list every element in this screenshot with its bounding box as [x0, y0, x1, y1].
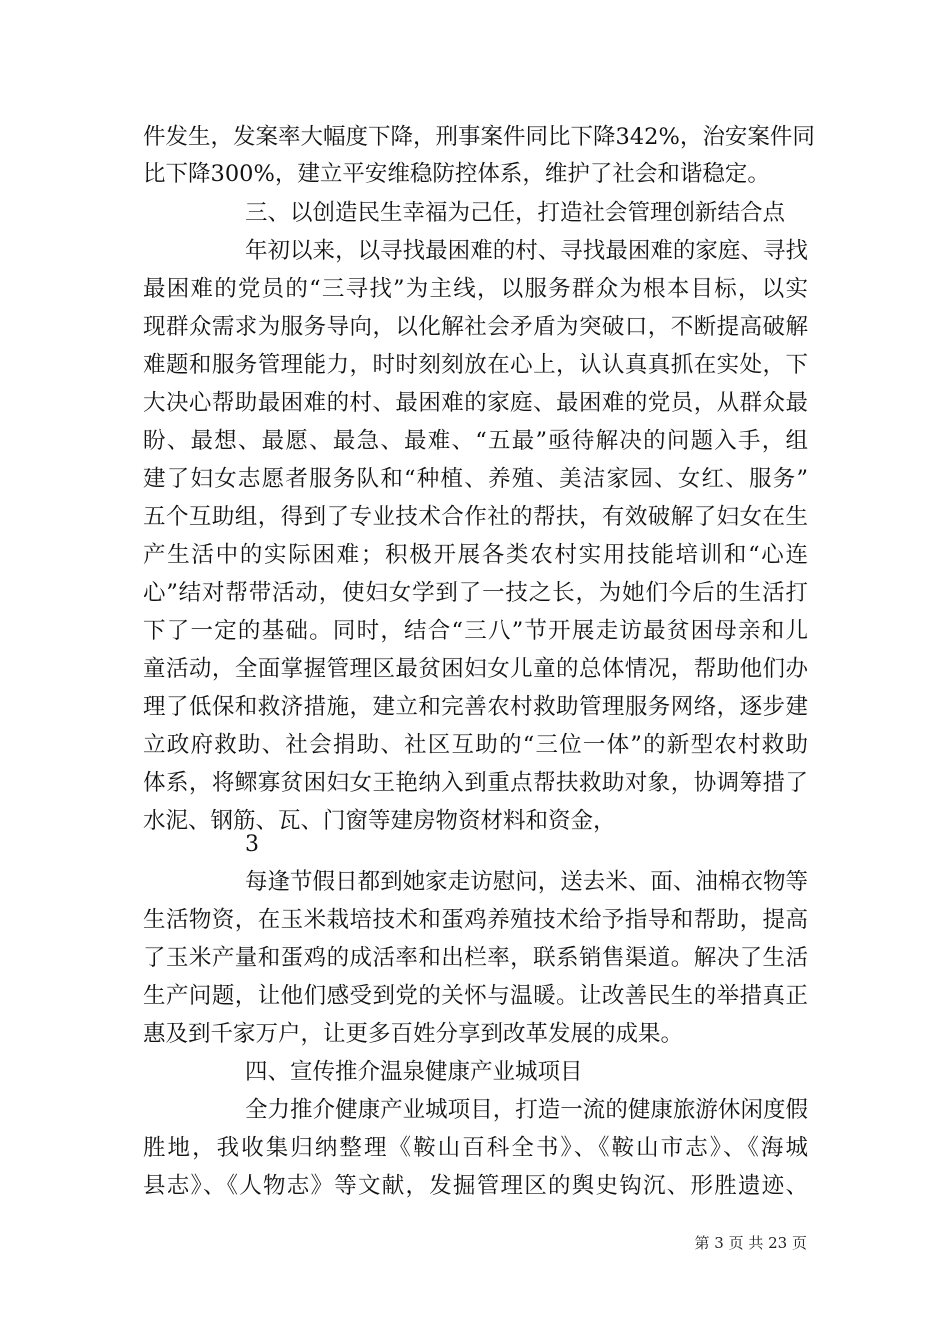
body-line: 惠及到千家万户，让更多百姓分享到改革发展的成果。 — [143, 1021, 684, 1047]
body-line: 现群众需求为服务导向，以化解社会矛盾为突破口，不断提高破解 — [143, 314, 808, 340]
page-footer: 第 3 页 共 23 页 — [694, 1234, 807, 1252]
body-line: 童活动，全面掌握管理区最贫困妇女儿童的总体情况，帮助他们办 — [143, 656, 808, 682]
body-line: 年初以来，以寻找最困难的村、寻找最困难的家庭、寻找 — [245, 238, 808, 264]
body-line: 件发生，发案率大幅度下降，刑事案件同比下降342%，治安案件同 — [143, 124, 815, 150]
body-line: 五个互助组，得到了专业技术合作社的帮扶，有效破解了妇女在生 — [143, 504, 808, 530]
body-line: 最困难的党员的“三寻找”为主线，以服务群众为根本目标，以实 — [143, 276, 808, 302]
body-line: 立政府救助、社会捐助、社区互助的“三位一体”的新型农村救助 — [143, 732, 808, 758]
body-line: 生活物资，在玉米栽培技术和蛋鸡养殖技术给予指导和帮助，提高 — [143, 907, 808, 933]
body-line: 了玉米产量和蛋鸡的成活率和出栏率，联系销售渠道。解决了生活 — [143, 945, 808, 971]
body-line: 胜地，我收集归纳整理《鞍山百科全书》、《鞍山市志》、《海城 — [143, 1135, 808, 1161]
body-line: 心”结对帮带活动，使妇女学到了一技之长，为她们今后的生活打 — [143, 580, 808, 606]
body-line: 每逢节假日都到她家走访慰问，送去米、面、油棉衣物等 — [245, 869, 808, 895]
body-line: 比下降300%，建立平安维稳防控体系，维护了社会和谐稳定。 — [143, 161, 770, 187]
body-line: 难题和服务管理能力，时时刻刻放在心上，认认真真抓在实处，下 — [143, 352, 808, 378]
body-line: 大决心帮助最困难的村、最困难的家庭、最困难的党员，从群众最 — [143, 390, 808, 416]
inline-page-number: 3 — [245, 832, 259, 857]
body-line: 生产问题，让他们感受到党的关怀与温暖。让改善民生的举措真正 — [143, 983, 808, 1009]
body-line: 水泥、钢筋、瓦、门窗等建房物资材料和资金， — [143, 808, 616, 834]
section-heading-four: 四、宣传推介温泉健康产业城项目 — [245, 1059, 583, 1085]
body-line: 理了低保和救济措施，建立和完善农村救助管理服务网络，逐步建 — [143, 694, 808, 720]
body-line: 盼、最想、最愿、最急、最难、“五最”亟待解决的问题入手，组 — [143, 428, 808, 454]
body-line: 产生活中的实际困难；积极开展各类农村实用技能培训和“心连 — [143, 542, 808, 568]
section-heading-three: 三、以创造民生幸福为己任，打造社会管理创新结合点 — [245, 200, 786, 226]
body-line: 建了妇女志愿者服务队和“种植、养殖、美洁家园、女红、服务” — [143, 466, 808, 492]
body-line: 体系，将鳏寡贫困妇女王艳纳入到重点帮扶救助对象，协调筹措了 — [143, 770, 808, 796]
body-line: 下了一定的基础。同时，结合“三八”节开展走访最贫困母亲和儿 — [143, 618, 808, 644]
body-line: 全力推介健康产业城项目，打造一流的健康旅游休闲度假 — [245, 1097, 808, 1123]
body-line: 县志》、《人物志》等文献，发掘管理区的舆史钩沉、形胜遗迹、 — [143, 1173, 808, 1199]
